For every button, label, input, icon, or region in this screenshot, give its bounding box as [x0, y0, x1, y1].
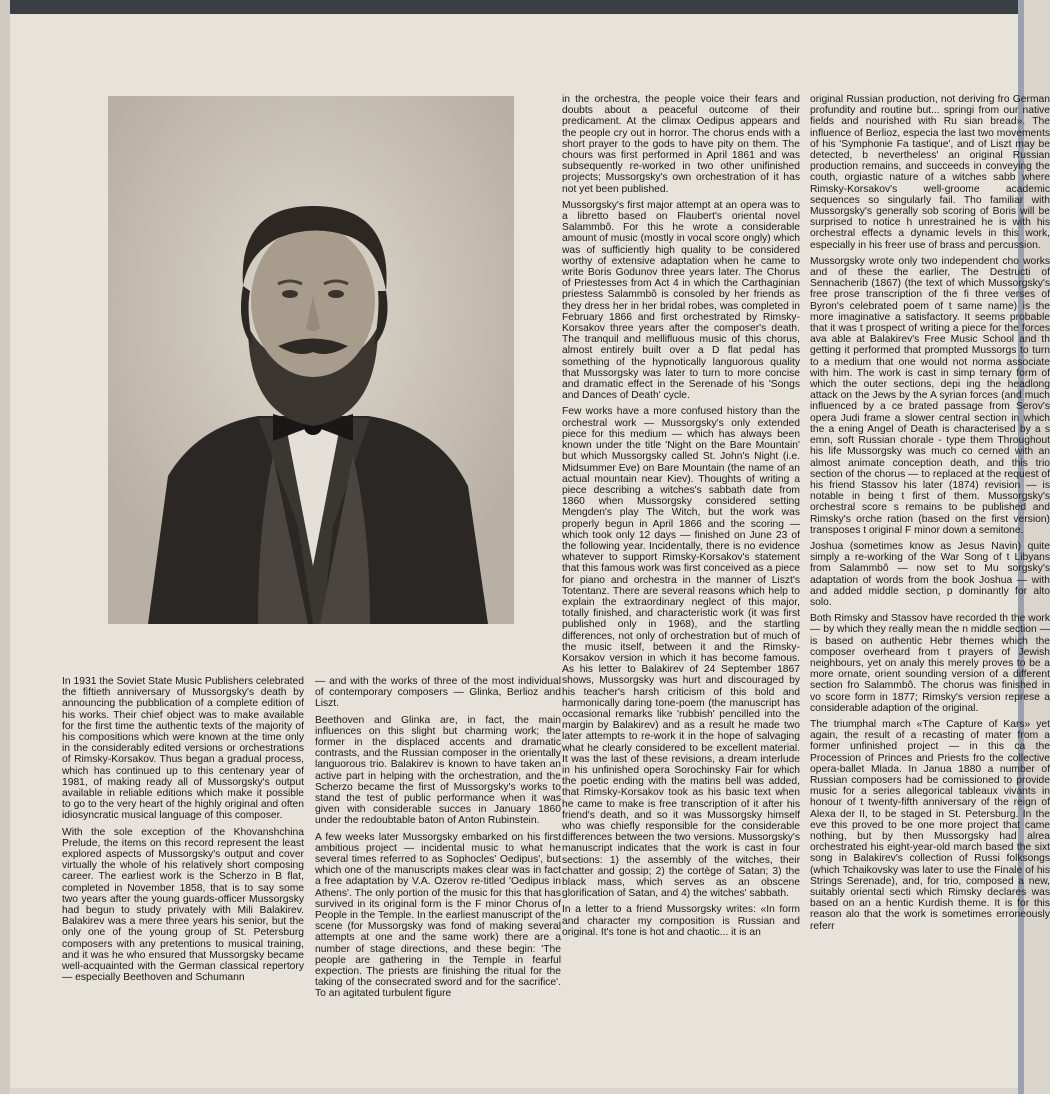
paragraph: In 1931 the Soviet State Music Publishers celebrated the fiftieth anniversary of Mussorgsky's death by announcing the pubblication of a complete edition of his works. Their chief object was to make available for the first time the authentic texts of the majority of his compositions which were known at the time only in the considerably edited versions or orchestrations of Rimsky-Korsakov. Thus began a gradual process, which has continued up to this centenary year of 1981, of making ready all of Mussorgsky's output available in reliable editions which make it possible to go to the very heart of the highly original and often idiosyncratic musical language of this composer. [62, 676, 304, 822]
liner-notes-page [10, 14, 1050, 1088]
paragraph: — and with the works of three of the most individual of contemporary composers — Glinka, Berlioz and Liszt. [315, 676, 561, 710]
text-column-3 [562, 94, 800, 943]
left-border [0, 0, 10, 1094]
portrait-illustration [108, 96, 514, 624]
paragraph: Both Rimsky and Stassov have recorded th the work — by which they really mean the n middle section — is based on authentic Hebr themes which the composer overheard from t prayers of Jewish neighbours, yet on analy this merely proves to be a more ornate, orient sounding version of a different section fro Salammbô. The chorus was finished in vo score form in 1877; Rimsky's version represe a considerable adaption of the original. [810, 613, 1050, 714]
paragraph: Joshua (sometimes know as Jesus Navin) quite simply a re-working of the War Song of t Libyans from Salammbô — now set to Mu sorgsky's adaptation of words from the book Joshua — with and added middle section, p dominantly for alto solo. [810, 540, 1050, 608]
paragraph: With the sole exception of the Khovanshchina Prelude, the items on this record represent the least explored aspects of Mussorgsky's output and cover virtually the whole of his relatively short composing career. The earliest work is the Scherzo in B flat, completed in November 1858, that is to say some two years after the young guards-officer Mussorgsky had begun to study privately with Mili Balakirev. Balakirev was a mere three years his senior, but the only one of the young group of St. Petersburg composers with any pretentions to musical training, and it was he who ensured that Mussorgsky became well-acquainted with the German classical repertory — especially Beethoven and Schumann [62, 826, 304, 984]
paragraph: Beethoven and Glinka are, in fact, the main influences on this slight but charming work; the former in the displaced accents and dramatic contrasts, and the Russian composer in the orientally languorous trio. Balakirev is known to have taken an active part in helping with the orchestration, and the Scherzo became the first of Mussorgsky's works to stand the test of public performance when it was given with considerable succes in January 1860 under the redoubtable baton of Anton Rubinstein. [315, 714, 561, 827]
text-column-2 [315, 676, 561, 1005]
paragraph: The triumphal march «The Capture of Kars» yet again, the result of a recasting of mater from a former unfinished project — in this ca the Procession of Princes and Priests fro the collective opera-ballet Mlada. In Janua 1880 a number of Russian composers had be comissioned to provide music for a series allegorical tableaux vivants in honour of t twenty-fifth anniversary of the reign of Alexa der II, to be staged in St. Petersburg. In the eve this proved to be one more project that came nothing, but by then Mussorgsky had alrea orchestrated his eight-year-old march based the sixt song in Balakirev's collection of Russi folksongs (which Tchaikovsky was later to use the Finale of his Strings Serenade), and, for trio, composed a new, suitably oriental secti which Rimsky declares was based on an a hentic Kurdish theme. It is for this reason alo that the work is sometimes erroneously referr [810, 718, 1050, 932]
paragraph: A few weeks later Mussorgsky embarked on his first ambitious project — incidental music to what he several times referred to as Sophocles' Oedipus', but which one of the manuscripts makes clear was in fact a free adaptation by V.A. Ozerov re-titled 'Oedipus in Athens'. The only portion of the music for this that has survived in its original form is the F minor Chorus of People in the Temple. In the earliest manuscript of the scene (for Mussorgsky was fond of making several attempts at one and the same work) there are a number of stage directions, and these begin: 'The people are gathering in the Temple in fearful expection. The priests are finishing the ritual for the taking of the consecrated sword and for the sacrifice'. To an agitated turbulent figure [315, 831, 561, 1000]
composer-portrait [108, 96, 514, 624]
paragraph: original Russian production, not deriving fro German profundity and routine but... springi from our native fields and nourished with Ru sian bread». The influence of Berlioz, especia the last two movements of his 'Symphonie Fa tastique', and of Liszt may be detected, b nevertheless' an original Russian production remains, and succeeds in conveying the couth, orgiastic nature of a witches sabb where Rimsky-Korsakov's well-groome academic sequences so singularly fail. Tho familiar with Mussorgsky's generally sob scoring of Boris will be surprised to notice h unrestrained he is with his orchestral effects a dynamic levels in this work, especially in his freer use of brass and percussion. [810, 94, 1050, 251]
paragraph: in the orchestra, the people voice their fears and doubts about a peaceful outcome of their predicament. At the climax Oedipus appears and the people cry out in horror. The chorus ends with a short prayer to the gods to have pity on them. The chours was first performed in April 1861 and was subsequently re-worked in two other unifinished projects; Mussorgsky's own orchestration of it has not yet been published. [562, 94, 800, 195]
paragraph: Mussorgsky's first major attempt at an opera was to a libretto based on Flaubert's oriental novel Salammbô. For this he wrote a considerable amount of music (mostly in vocal score ongly) which was of sufficiently high quality to be considered worthy of extensive adaptation when he came to write Boris Godunov three years later. The Chorus of Priestesses from Act 4 in which the Carthaginian priestess Salammbô is consoled by her friends as they dress her in her bridal robes, was completed in February 1866 and first orchestrated by Rimsky-Korsakov three years after the composer's death. The tranquil and mellifluous music of this chorus, almost entirely built over a D flat pedal has something of the hypnotically languorous quality that Mussorgsky was later to turn to more concise and dramatic effect in the Serenade of his 'Songs and Dances of Death' cycle. [562, 199, 800, 402]
paragraph: Few works have a more confused history than the orchestral work — Mussorgsky's only extended piece for this medium — which has always been known under the title 'Night on the Bare Mountain' but which Mussorgsky called St. John's Night (i.e. Midsummer Eve) on Bare Mountain (the name of an actual mountain near Kiev). Thoughts of writing a piece describing a witches's sabbath date from 1860 when Mussorgsky considered setting Mengden's play The Witch, but the work was properly begun in April 1866 and the scoring — which took only 12 days — finished on June 23 of the following year. Incidentally, there is no evidence whatever to support Rimsky-Korsakov's statement that this famous work was first conceived as a piece for piano and orchestra in the manner of Liszt's Totentanz. There are several reasons which help to explain the extraordinary neglect of this major, totally finished, and characteristic work (it was first published only in 1968), and the startling differences, not only of orchestration but of much of the music itself, between it and the Rimsky-Korsakov version in which it has become famous. As his letter to Balakirev of 24 September 1867 shows, Mussorgsky was hurt and discouraged by his teacher's harsh criticism of this bold and harmonically daring tone-poem (the manuscript has occasional remarks like 'rubbish' pencilled into the margin by Balakirev) and as a result he made two later attempts to re-work it in the hope of salvaging what he clearly considered to be excellent material. It was the last of these revisions, a dream interlude in his unfinished opera Sorochinsky Fair for which the poetic ending with the matins bell was added, that Rimsky-Korsakov took as his basic text when he came to make is free transcription of it after his friend's death, and so it was Mussorgsky himself who was chiefly responsible for the considerable differences between the two versions. Mussorgsky's manuscript indicates that the work is cast in four sections: 1) the assembly of the witches, their chatter and gossip; 2) the cortège of Satan; 3) the black mass, which serves as an obscene glorification of Satan, and 4) the witches' sabbath. [562, 406, 800, 900]
text-column-1 [62, 676, 304, 988]
paragraph: In a letter to a friend Mussorgsky writes: «In form and character my composition is Russian and original. It's tone is hot and chaotic... it is an [562, 904, 800, 938]
top-border [0, 0, 1024, 14]
paragraph: Mussorgsky wrote only two independent cho works and of these the earlier, The Destructi of Sennacherib (1867) (the text of which Mussorgsky's free prose transcription of the fi three verses of Byron's celebrated poem of t same name) is the more imaginative a satisfactory. It seems probable that it was t prospect of writing a piece for the forces ava able at Balakirev's Free Music School and th getting it performed that prompted Mussorgs to turn to a medium that one would not norma associate with him. The work is cast in simp ternary form of which the outer sections, depi ing the headlong attack on the Jews by the A syrian forces (and much influenced by a ce brated passage from Serov's opera Judi frame a slower central section in which the a ening Angel of Death is characterised by a s emn, soft Russian chorale - type them Throughout his life Mussorgsky was much co cerned with an almost animate conception death, and this trio section of the chorus — to replaced at the request of his friend Stassov his later (1874) revision — is notable in being t first of them. Mussorgsky's orchestral score s remains to be published and Rimsky's orche ration (based on the first version) transposes t original F minor down a semitone. [810, 255, 1050, 536]
text-column-4 [810, 94, 1050, 937]
